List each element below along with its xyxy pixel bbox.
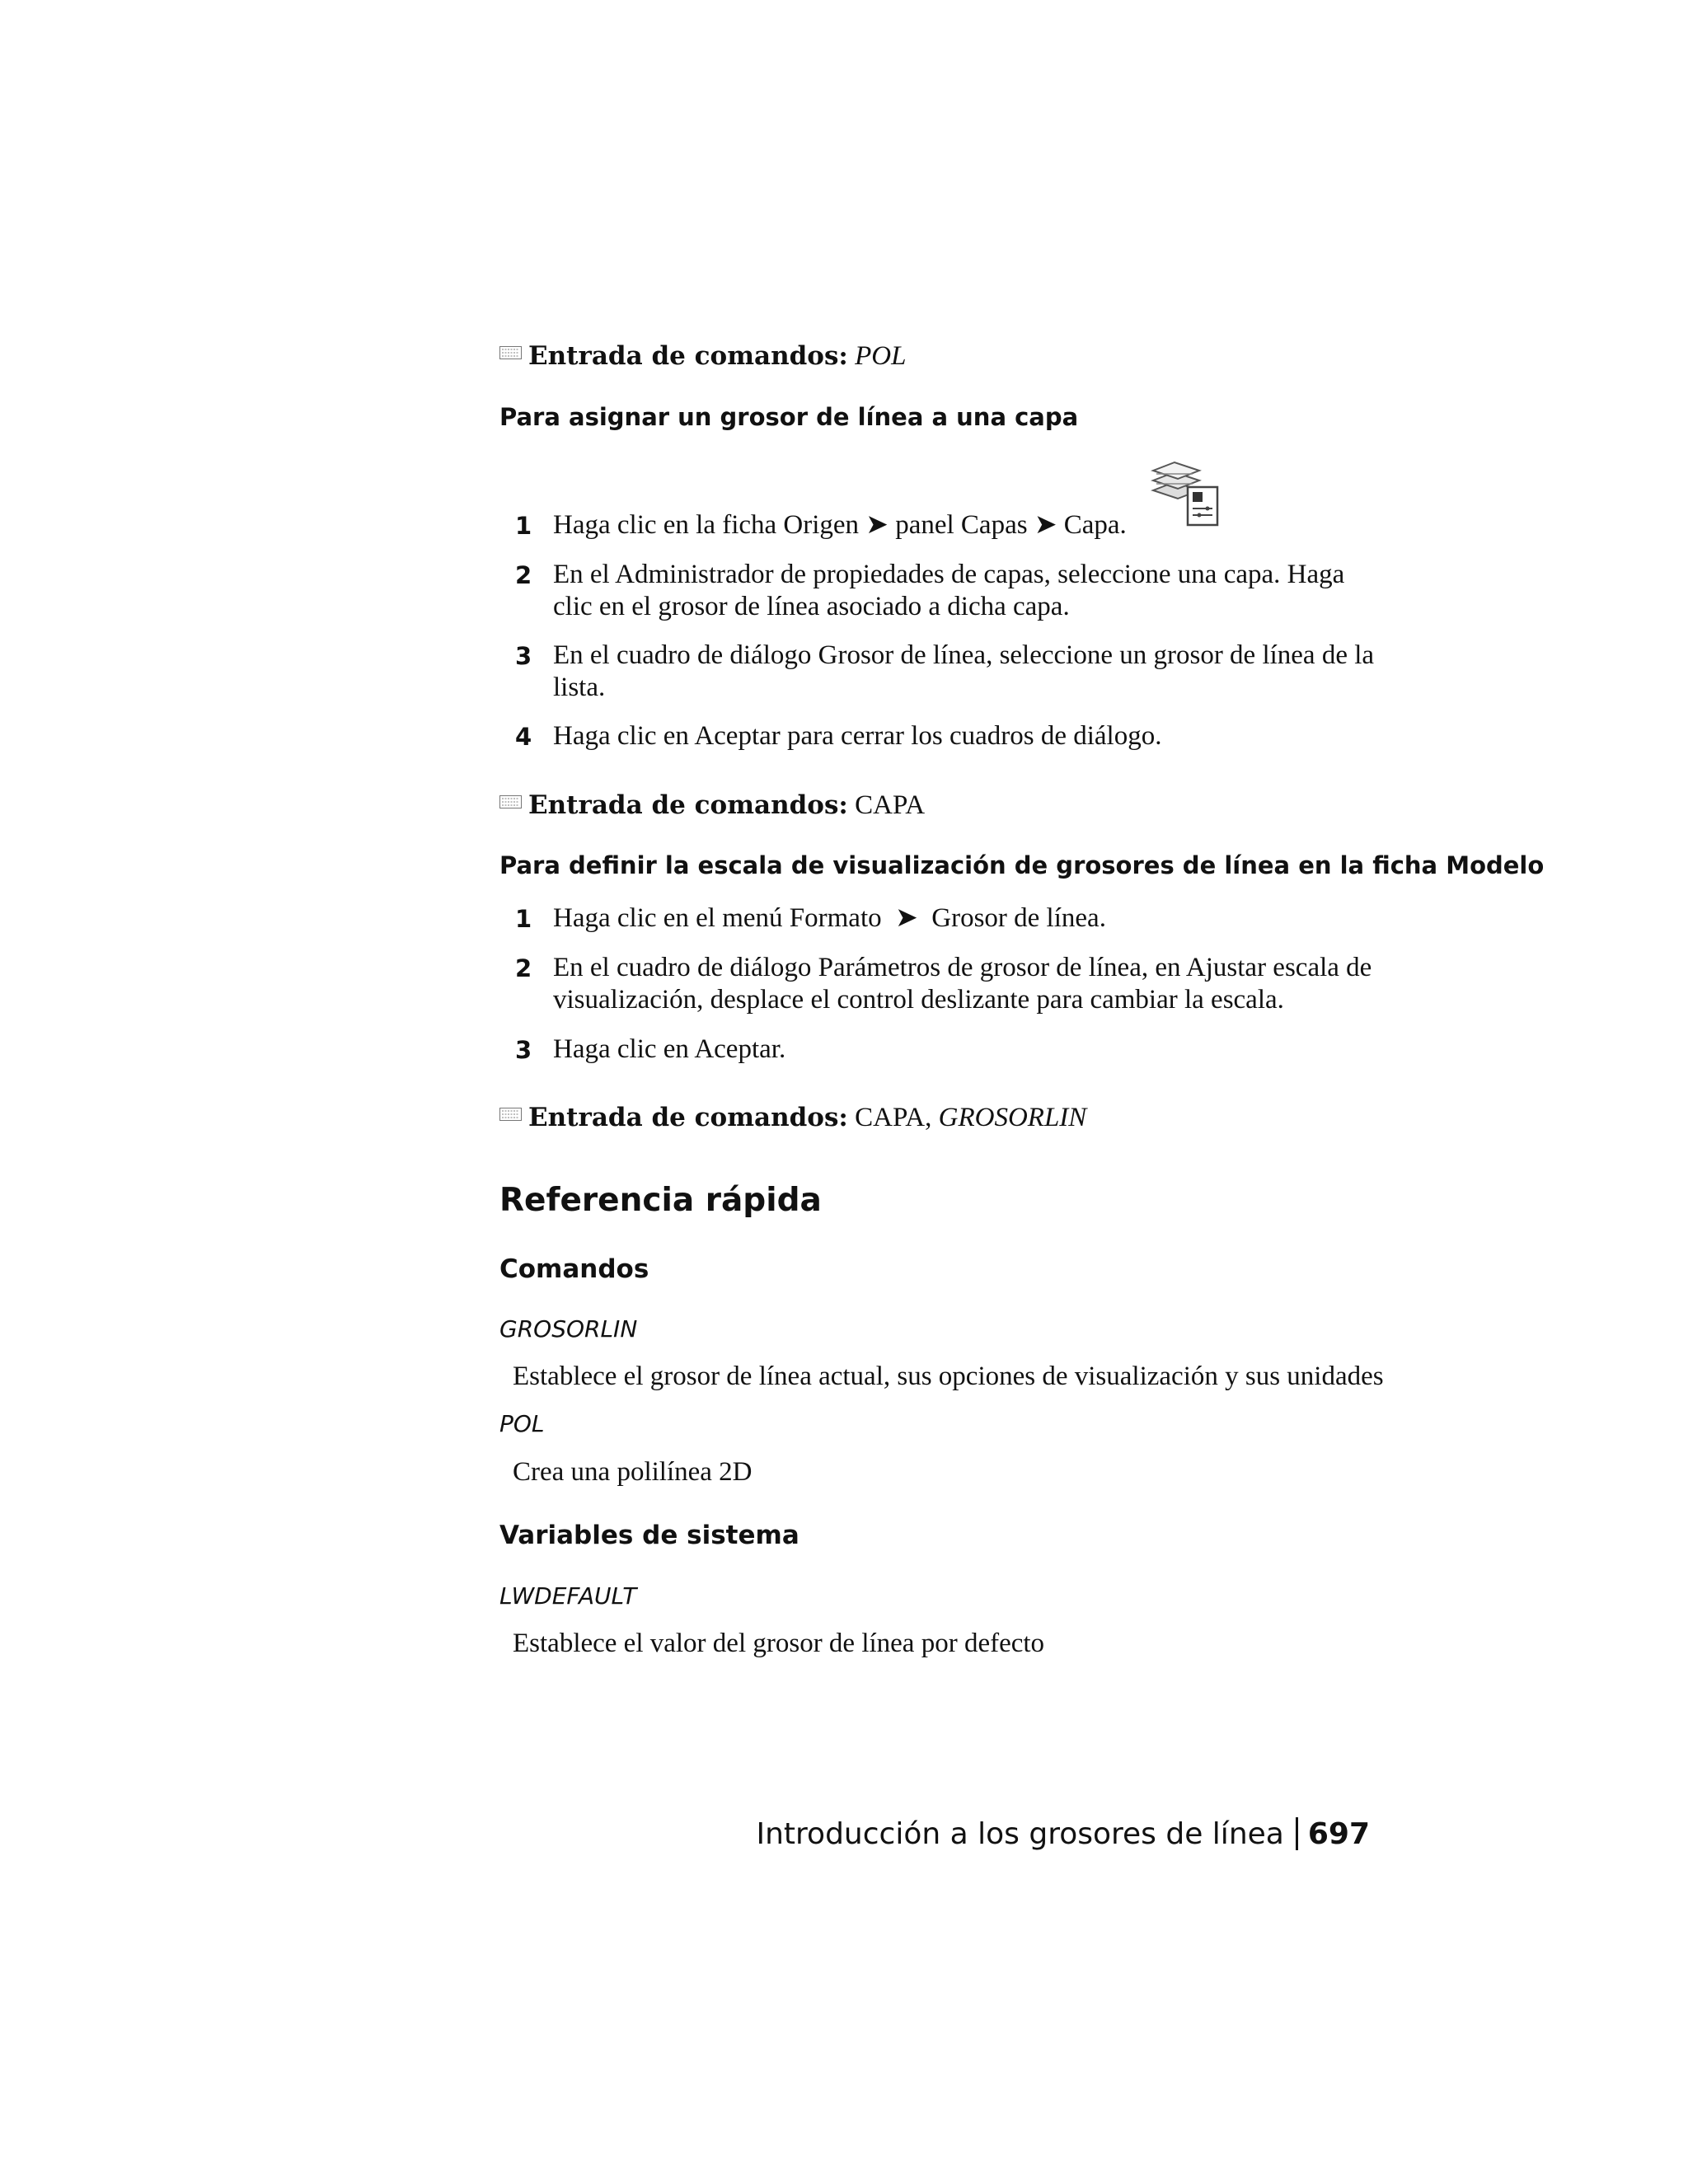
- command-description: Establece el grosor de línea actual, sus opciones de visualización y sus unidades: [513, 1361, 1384, 1391]
- command-entry-capa-grosorlin: [499, 1101, 1086, 1134]
- subsection-heading: Variables de sistema: [499, 1521, 799, 1550]
- sysvar-term: LWDEFAULT: [499, 1582, 637, 1610]
- command-entry-label: Entrada de comandos:: [528, 790, 848, 820]
- command-name: CAPA,: [855, 1103, 932, 1132]
- page-number: 697: [1307, 1817, 1370, 1851]
- step-text: En el cuadro de diálogo Parámetros de grosor de línea, en Ajustar escala de visualización, desplace el control deslizante para cambiar la escala.: [553, 953, 1372, 1015]
- command-term: POL: [499, 1410, 545, 1437]
- command-entry-pol: [499, 340, 906, 373]
- command-entry-capa: [499, 789, 925, 822]
- command-description: Crea una polilínea 2D: [513, 1457, 753, 1487]
- keyboard-icon: [499, 795, 522, 808]
- command-term: GROSORLIN: [499, 1315, 638, 1343]
- keyboard-icon: [499, 346, 522, 359]
- keyboard-icon: [499, 1108, 522, 1121]
- step-text: En el cuadro de diálogo Grosor de línea, seleccione un grosor de línea de la lista.: [553, 640, 1375, 702]
- step-number: 4: [515, 723, 532, 751]
- step-number: 1: [515, 512, 532, 540]
- step-text: Haga clic en la ficha Origen ➤ panel Capas ➤ Capa.: [553, 510, 1127, 540]
- step-text: En el Administrador de propiedades de capas, seleccione una capa. Haga clic en el grosor de línea asociado a dicha capa.: [553, 560, 1345, 621]
- procedure-title: Para asignar un grosor de línea a una capa: [499, 403, 1079, 431]
- step-number: 3: [515, 1036, 532, 1064]
- subsection-heading: Comandos: [499, 1254, 649, 1284]
- procedure-title: Para definir la escala de visualización de grosores de línea en la ficha Modelo: [499, 851, 1545, 879]
- section-heading: Referencia rápida: [499, 1182, 822, 1219]
- page-footer: [756, 1816, 1370, 1853]
- step-number: 3: [515, 642, 532, 670]
- step-text: Haga clic en Aceptar.: [553, 1034, 786, 1064]
- sysvar-description: Establece el valor del grosor de línea por defecto: [513, 1629, 1045, 1658]
- footer-title: Introducción a los grosores de línea: [756, 1817, 1284, 1851]
- command-name: GROSORLIN: [938, 1103, 1087, 1132]
- step-text: Haga clic en Aceptar para cerrar los cuadros de diálogo.: [553, 721, 1162, 751]
- command-entry-label: Entrada de comandos:: [528, 341, 848, 371]
- step-number: 2: [515, 561, 532, 589]
- command-name: POL: [855, 341, 907, 371]
- command-entry-label: Entrada de comandos:: [528, 1103, 848, 1132]
- command-name: CAPA: [855, 790, 926, 820]
- footer-separator: [1296, 1817, 1298, 1850]
- step-number: 2: [515, 954, 532, 982]
- step-text: Haga clic en el menú Formato ➤ Grosor de línea.: [553, 903, 1106, 933]
- step-number: 1: [515, 905, 532, 933]
- layer-properties-icon: [1150, 457, 1224, 532]
